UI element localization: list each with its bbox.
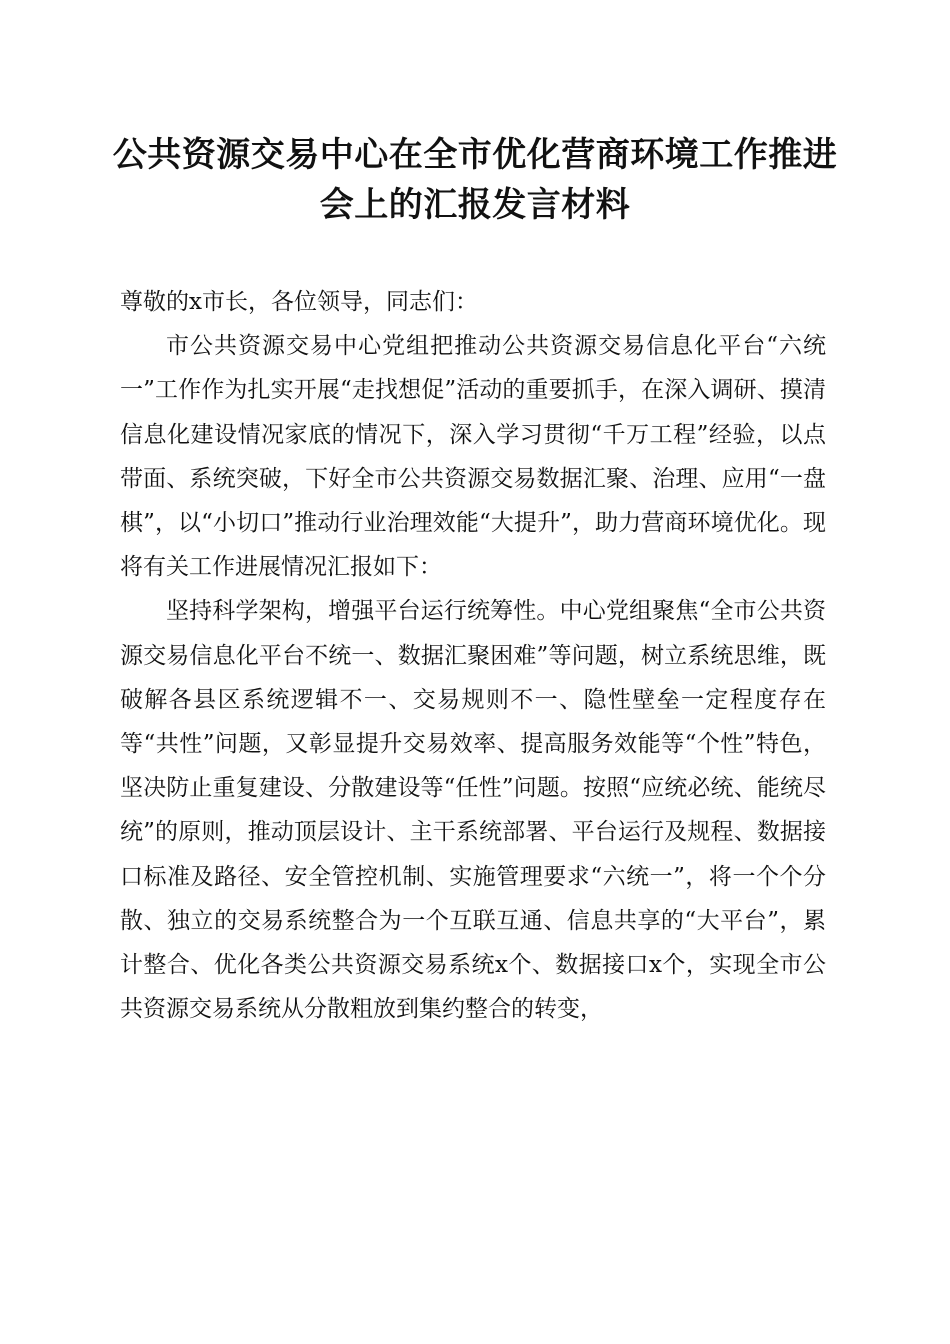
paragraph-architecture: 坚持科学架构，增强平台运行统筹性。中心党组聚焦“全市公共资源交易信息化平台不统一、数据汇聚困难”等问题，树立系统思维，既破解各县区系统逻辑不一、交易规则不一、隐性壁垒一定程度存在等“共性”问题，又彰显提升交易效率、提高服务效能等“个性”特色，坚决防止重复建设、分散建设等“任性”问题。按照“应统必统、能统尽统”的原则，推动顶层设计、主干系统部署、平台运行及规程、数据接口标准及路径、安全管控机制、实施管理要求“六统一”，将一个个分散、独立的交易系统整合为一个互联互通、信息共享的“大平台”，累计整合、优化各类公共资源交易系统x个、数据接口x个，实现全市公共资源交易系统从分散粗放到集约整合的转变， — [120, 598, 826, 1023]
salutation: 尊敬的x市长，各位领导，同志们： — [120, 289, 478, 315]
document-body — [120, 280, 826, 1031]
document-title: 公共资源交易中心在全市优化营商环境工作推进会上的汇报发言材料 — [112, 135, 838, 225]
paragraph-intro: 市公共资源交易中心党组把推动公共资源交易信息化平台“六统一”工作作为扎实开展“走找想促”活动的重要抓手，在深入调研、摸清信息化建设情况家底的情况下，深入学习贯彻“千万工程”经验，以点带面、系统突破，下好全市公共资源交易数据汇聚、治理、应用“一盘棋”，以“小切口”推动行业治理效能“大提升”，助力营商环境优化。现将有关工作进展情况汇报如下： — [120, 333, 826, 581]
